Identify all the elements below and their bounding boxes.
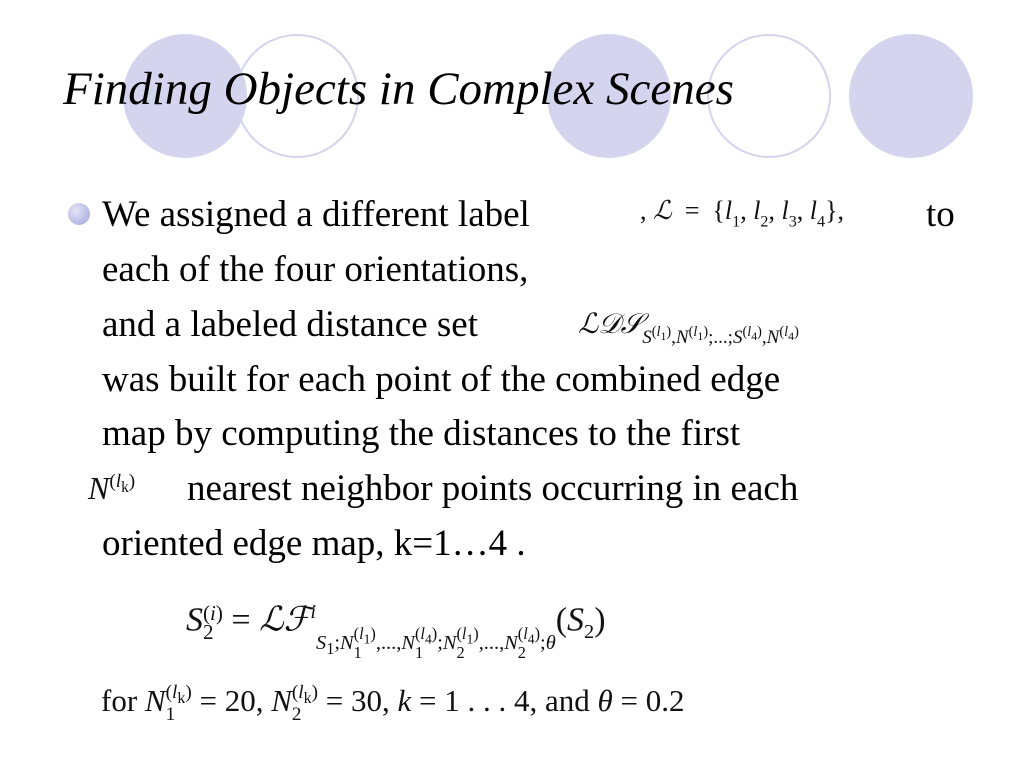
decor-circle-3 (849, 34, 973, 158)
slide-title: Finding Objects in Complex Scenes (63, 63, 734, 115)
lds-formula: ℒ𝒟𝒮$_{S^{(l_1)},N^{(l_1)};...;S^{(l_4)},N^{(l_4)}}$ (578, 307, 799, 349)
body-line-1 (102, 196, 530, 233)
body-line-2: each of the four orientations, (102, 249, 529, 290)
body-line-6: nearest neighbor points occurring in each (187, 468, 799, 509)
main-formula: S (i) 2 = $ℒℱ^i_{S_1;N (l_1) 1 ,...,N (l_4) 1 ;N (l_1) 2 ,...,N (l_4) 2 ;\theta}(S_2)$ (186, 599, 606, 662)
body-line-7: oriented edge map, k=1…4 . (102, 523, 526, 564)
body-line-5: map by computing the distances to the first (102, 413, 741, 454)
body-line-1-end (926, 196, 955, 233)
body-line-4: was built for each point of the combined edge (102, 359, 781, 400)
body-line-1-text: We assigned a different label (102, 194, 530, 235)
label-set-formula (640, 198, 844, 230)
label-set-formula-text: , ℒ = {$l_1$, $l_2$, $l_3$, $l_4$}, (640, 196, 845, 231)
parameter-formula: for N $(l_k)$ 1 = 20, N $(l_k)$ 2 = 30, k = 1 . . . 4, and θ = 0.2 (101, 682, 685, 726)
body-line-1-end-text: to (926, 194, 955, 235)
bullet-icon (68, 203, 90, 225)
neighbor-count-formula: $N^{(l_k)}$ (88, 470, 136, 506)
body-line-3: and a labeled distance set (102, 304, 478, 345)
